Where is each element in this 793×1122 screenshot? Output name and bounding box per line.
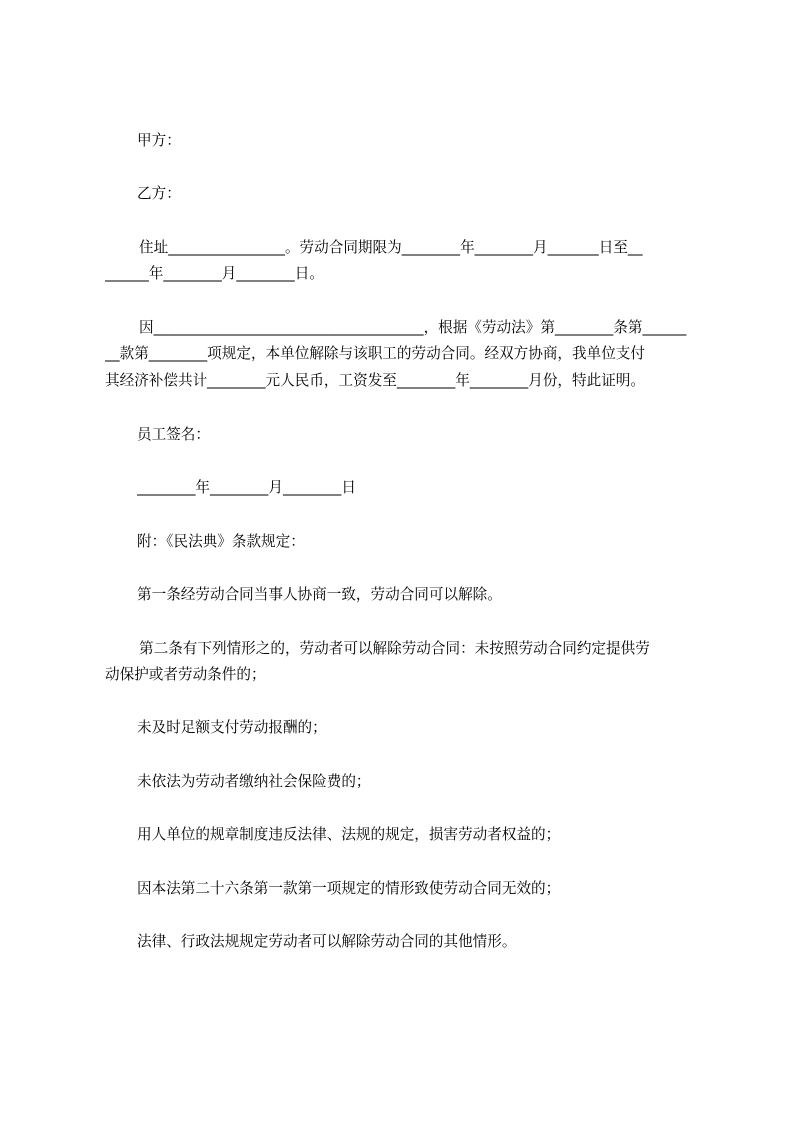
list-item: 未及时足额支付劳动报酬的； xyxy=(137,719,327,736)
list-item: 未依法为劳动者缴纳社会保险费的； xyxy=(137,773,371,790)
article-2-line-1: 第二条有下列情形之的，劳动者可以解除劳动合同：未按照劳动合同约定提供劳 xyxy=(139,640,650,657)
article-2-line-2: 动保护或者劳动条件的； xyxy=(105,666,266,683)
signature-date-line: ________年________月________日 xyxy=(137,479,356,496)
list-item: 法律、行政法规规定劳动者可以解除劳动合同的其他情形。 xyxy=(137,933,517,950)
article-1: 第一条经劳动合同当事人协商一致，劳动合同可以解除。 xyxy=(137,586,502,603)
party-b-line: 乙方： xyxy=(137,185,181,202)
appendix-title: 附：《民法典》条款规定： xyxy=(137,533,305,550)
termination-line-1: 因_____________________________________，根据《劳动法》第________条第______ xyxy=(139,319,687,336)
employee-signature-label: 员工签名： xyxy=(137,426,210,443)
list-item: 用人单位的规章制度违反法律、法规的规定，损害劳动者权益的； xyxy=(137,826,561,843)
termination-line-3: 其经济补偿共计________元人民币，工资发至________年________月份，特此证明。 xyxy=(105,372,645,389)
list-item: 因本法第二十六条第一款第一项规定的情形致使劳动合同无效的； xyxy=(137,880,561,897)
termination-line-2: __款第________项规定，本单位解除与该职工的劳动合同。经双方协商，我单位支付 xyxy=(105,345,645,362)
party-a-line: 甲方： xyxy=(137,132,181,149)
address-line-2: ______年________月________日。 xyxy=(105,265,324,282)
address-line-1: 住址________________。劳动合同期限为________年________月_______日至__ xyxy=(139,239,643,256)
